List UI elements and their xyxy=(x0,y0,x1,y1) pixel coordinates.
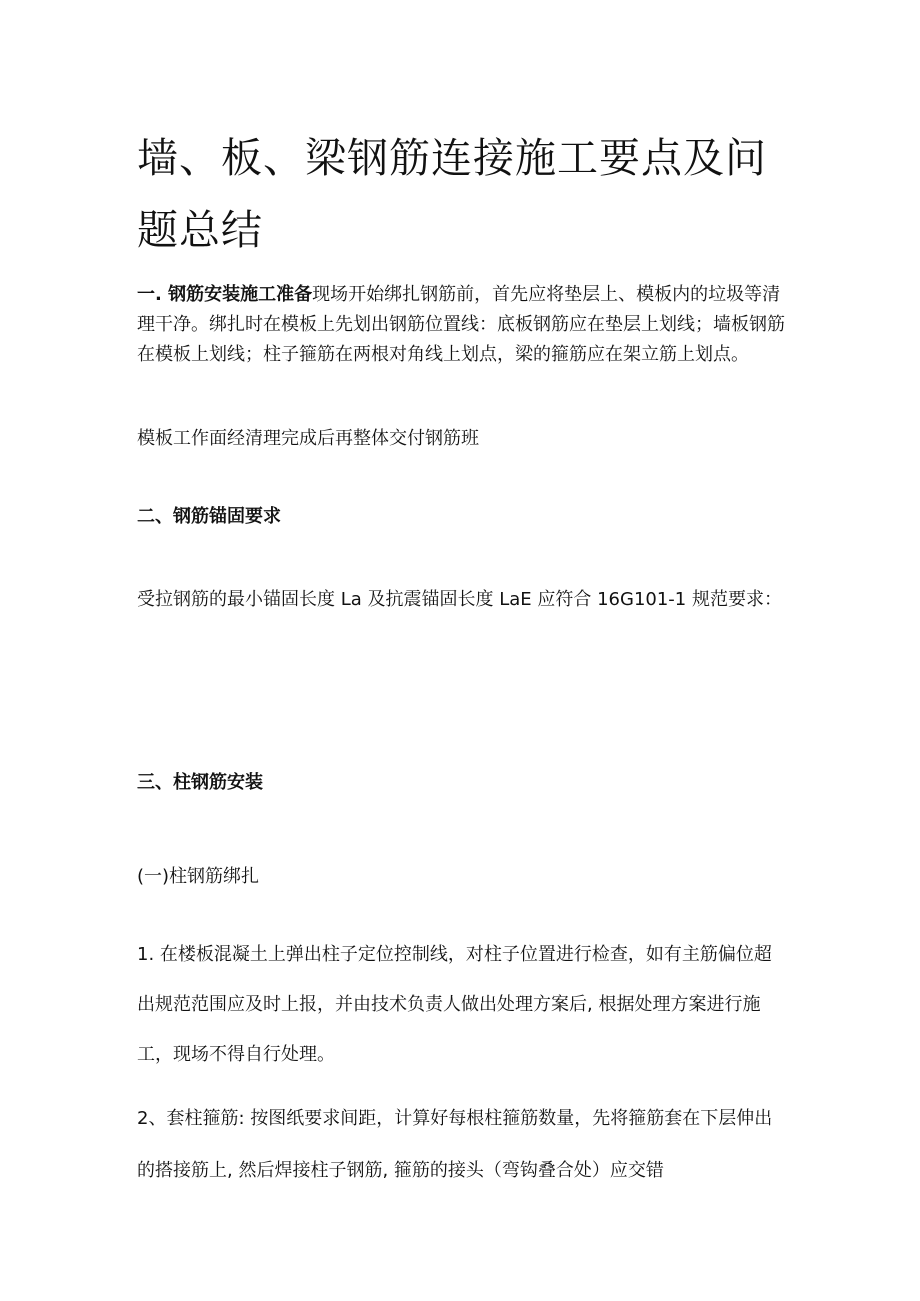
section-3-heading: 三、柱钢筋安装 xyxy=(137,772,263,793)
section-1-heading: 一. 钢筋安装施工准备 xyxy=(137,284,313,305)
section-2-heading: 二、钢筋锚固要求 xyxy=(137,506,281,527)
section-2-text: 受拉钢筋的最小锚固长度 La 及抗震锚固长度 LaE 应符合 16G101-1 规范要求： xyxy=(137,589,782,610)
section-1-text: 现场开始绑扎钢筋前，首先应将垫层上、模板内的垃圾等清理干净。绑扎时在模板上先划出钢筋位置线：底板钢筋应在垫层上划线；墙板钢筋在模板上划线；柱子箍筋在两根对角线上划点，梁的箍筋应在架立筋上划点。 xyxy=(137,284,785,365)
section-1-paragraph xyxy=(137,280,787,370)
paragraph-2: 模板工作面经清理完成后再整体交付钢筋班 xyxy=(137,428,479,449)
document-title: 墙、板、梁钢筋连接施工要点及问题总结 xyxy=(137,134,767,254)
section-3-item-2: 2、套柱箍筋: 按图纸要求间距，计算好每根柱箍筋数量，先将箍筋套在下层伸出的搭接筋上, 然后焊接柱子钢筋, 箍筋的接头（弯钩叠合处）应交错 xyxy=(137,1108,773,1181)
section-3-subheading: (一)柱钢筋绑扎 xyxy=(137,866,260,887)
section-3-item-1: 1. 在楼板混凝土上弹出柱子定位控制线，对柱子位置进行检查，如有主筋偏位超出规范范围应及时上报，并由技术负责人做出处理方案后, 根据处理方案进行施工，现场不得自行处理。 xyxy=(137,944,772,1065)
